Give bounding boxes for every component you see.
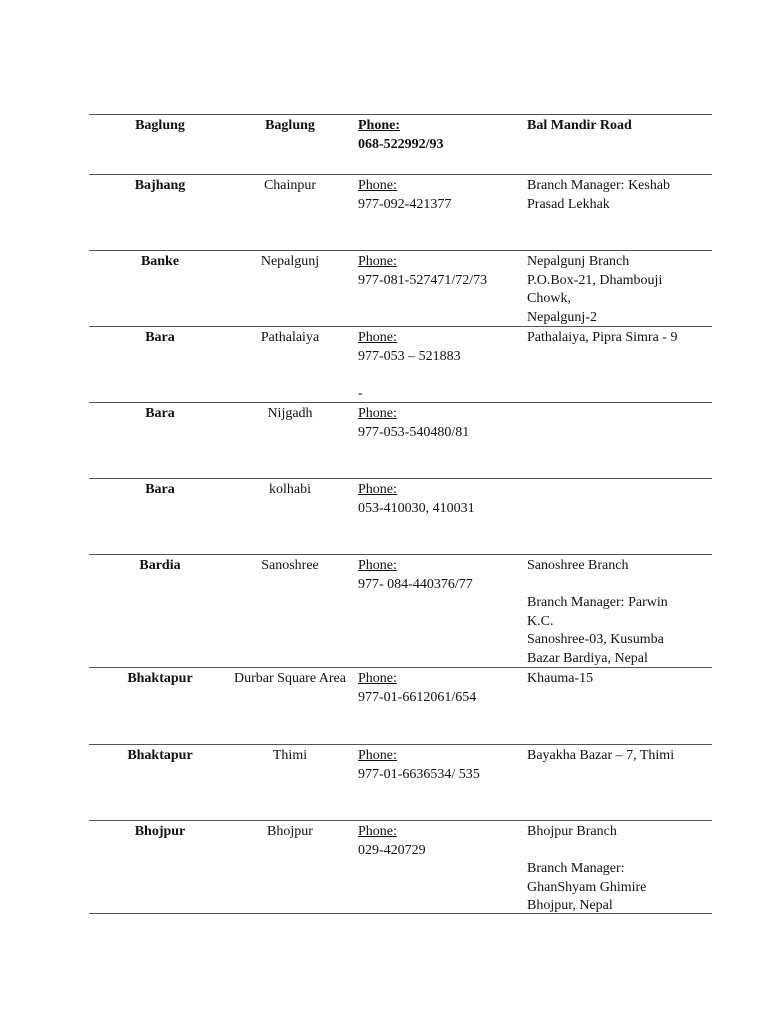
address-line: Bal Mandir Road: [527, 118, 632, 133]
table-row: [89, 175, 712, 251]
phone-number: 977- 084-440376/77: [358, 576, 473, 592]
branch-cell: Nijgadh: [267, 406, 313, 421]
district-cell: Baglung: [135, 118, 185, 133]
phone-label: Phone:: [358, 671, 397, 686]
address-line: Nepalgunj Branch: [527, 254, 630, 269]
address-cell: [527, 177, 707, 214]
phone-label: Phone:: [358, 482, 397, 497]
table-row: [89, 327, 712, 403]
address-line: Branch Manager: Keshab: [527, 178, 671, 193]
phone-number: 977-081-527471/72/73: [358, 272, 488, 288]
table-row: [89, 251, 712, 327]
branch-cell: Sanoshree: [261, 558, 319, 573]
address-line: K.C.: [527, 613, 554, 629]
address-line: Sanoshree-03, Kusumba: [527, 632, 664, 647]
phone-number: 068-522992/93: [358, 136, 444, 152]
branch-cell: kolhabi: [269, 482, 311, 497]
table-row: [89, 668, 712, 745]
phone-number: 977-01-6636534/ 535: [358, 766, 480, 782]
district-cell: Bajhang: [134, 178, 186, 193]
address-line: Prasad Lekhak: [527, 196, 610, 212]
phone-label: Phone:: [358, 330, 397, 345]
phone-number: 053-410030, 410031: [358, 500, 475, 516]
district-cell: Bhaktapur: [127, 671, 193, 686]
address-line: P.O.Box-21, Dhambouji: [527, 272, 663, 288]
address-line: Chowk,: [527, 291, 571, 306]
address-line: Bazar Bardiya, Nepal: [527, 650, 648, 666]
phone-number: 977-01-6612061/654: [358, 689, 477, 705]
district-cell: Bara: [145, 330, 175, 345]
address-line: Nepalgunj-2: [527, 309, 597, 325]
phone-cell: [358, 117, 518, 154]
phone-label: Phone:: [358, 558, 397, 573]
phone-cell: [358, 481, 518, 518]
address-cell: [527, 253, 707, 327]
phone-cell: [358, 253, 518, 290]
address-line: Bhojpur, Nepal: [527, 898, 613, 913]
branch-cell: Durbar Square Area: [234, 671, 346, 686]
address-cell: [527, 117, 707, 136]
address-cell: [527, 557, 707, 668]
phone-number: 977-053-540480/81: [358, 424, 470, 440]
address-cell: [527, 670, 707, 689]
phone-number: [358, 366, 518, 385]
district-cell: Bhojpur: [134, 824, 186, 839]
phone-label: Phone:: [358, 824, 397, 839]
district-cell: Bhaktapur: [127, 748, 193, 763]
phone-number: 977-092-421377: [358, 196, 452, 212]
address-line: Branch Manager: Parwin: [527, 595, 668, 610]
phone-label: Phone:: [358, 748, 397, 763]
phone-cell: [358, 747, 518, 784]
address-line: Bayakha Bazar – 7, Thimi: [527, 748, 675, 763]
address-line: Sanoshree Branch: [527, 558, 629, 573]
phone-number: 029-420729: [358, 842, 426, 858]
branch-cell: Baglung: [265, 118, 315, 133]
address-line: Pathalaiya, Pipra Simra - 9: [527, 330, 678, 345]
address-line: Bhojpur Branch: [527, 824, 617, 839]
phone-cell: [358, 557, 518, 594]
address-line: Khauma-15: [527, 671, 594, 686]
table-row: [89, 403, 712, 479]
address-line: GhanShyam Ghimire: [527, 879, 647, 895]
address-cell: [527, 747, 707, 766]
phone-cell: [358, 177, 518, 214]
phone-cell: [358, 405, 518, 442]
table-row: [89, 745, 712, 821]
table-row: [89, 115, 712, 175]
district-cell: Bardia: [139, 558, 181, 573]
branch-cell: Bhojpur: [267, 824, 313, 839]
phone-cell: [358, 329, 518, 403]
phone-number: 977-053 – 521883: [358, 348, 461, 364]
address-cell: [527, 329, 707, 348]
phone-label: Phone:: [358, 118, 400, 133]
branch-cell: Chainpur: [263, 178, 317, 193]
table-row: [89, 479, 712, 555]
phone-cell: [358, 670, 518, 707]
table-row: [89, 821, 712, 914]
phone-label: Phone:: [358, 406, 397, 421]
table-row: [89, 555, 712, 668]
phone-label: Phone:: [358, 178, 397, 193]
phone-number: -: [358, 385, 363, 401]
address-line: [527, 576, 707, 595]
address-line: [527, 842, 707, 861]
district-cell: Bara: [145, 406, 175, 421]
district-cell: Bara: [145, 482, 175, 497]
branch-cell: Nepalgunj: [260, 254, 320, 269]
phone-cell: [358, 823, 518, 860]
branch-cell: Pathalaiya: [260, 330, 320, 345]
branch-table: [89, 114, 712, 914]
district-cell: Banke: [140, 254, 180, 269]
branch-cell: Thimi: [272, 748, 308, 763]
address-line: Branch Manager:: [527, 861, 625, 876]
address-cell: [527, 823, 707, 916]
phone-label: Phone:: [358, 254, 397, 269]
